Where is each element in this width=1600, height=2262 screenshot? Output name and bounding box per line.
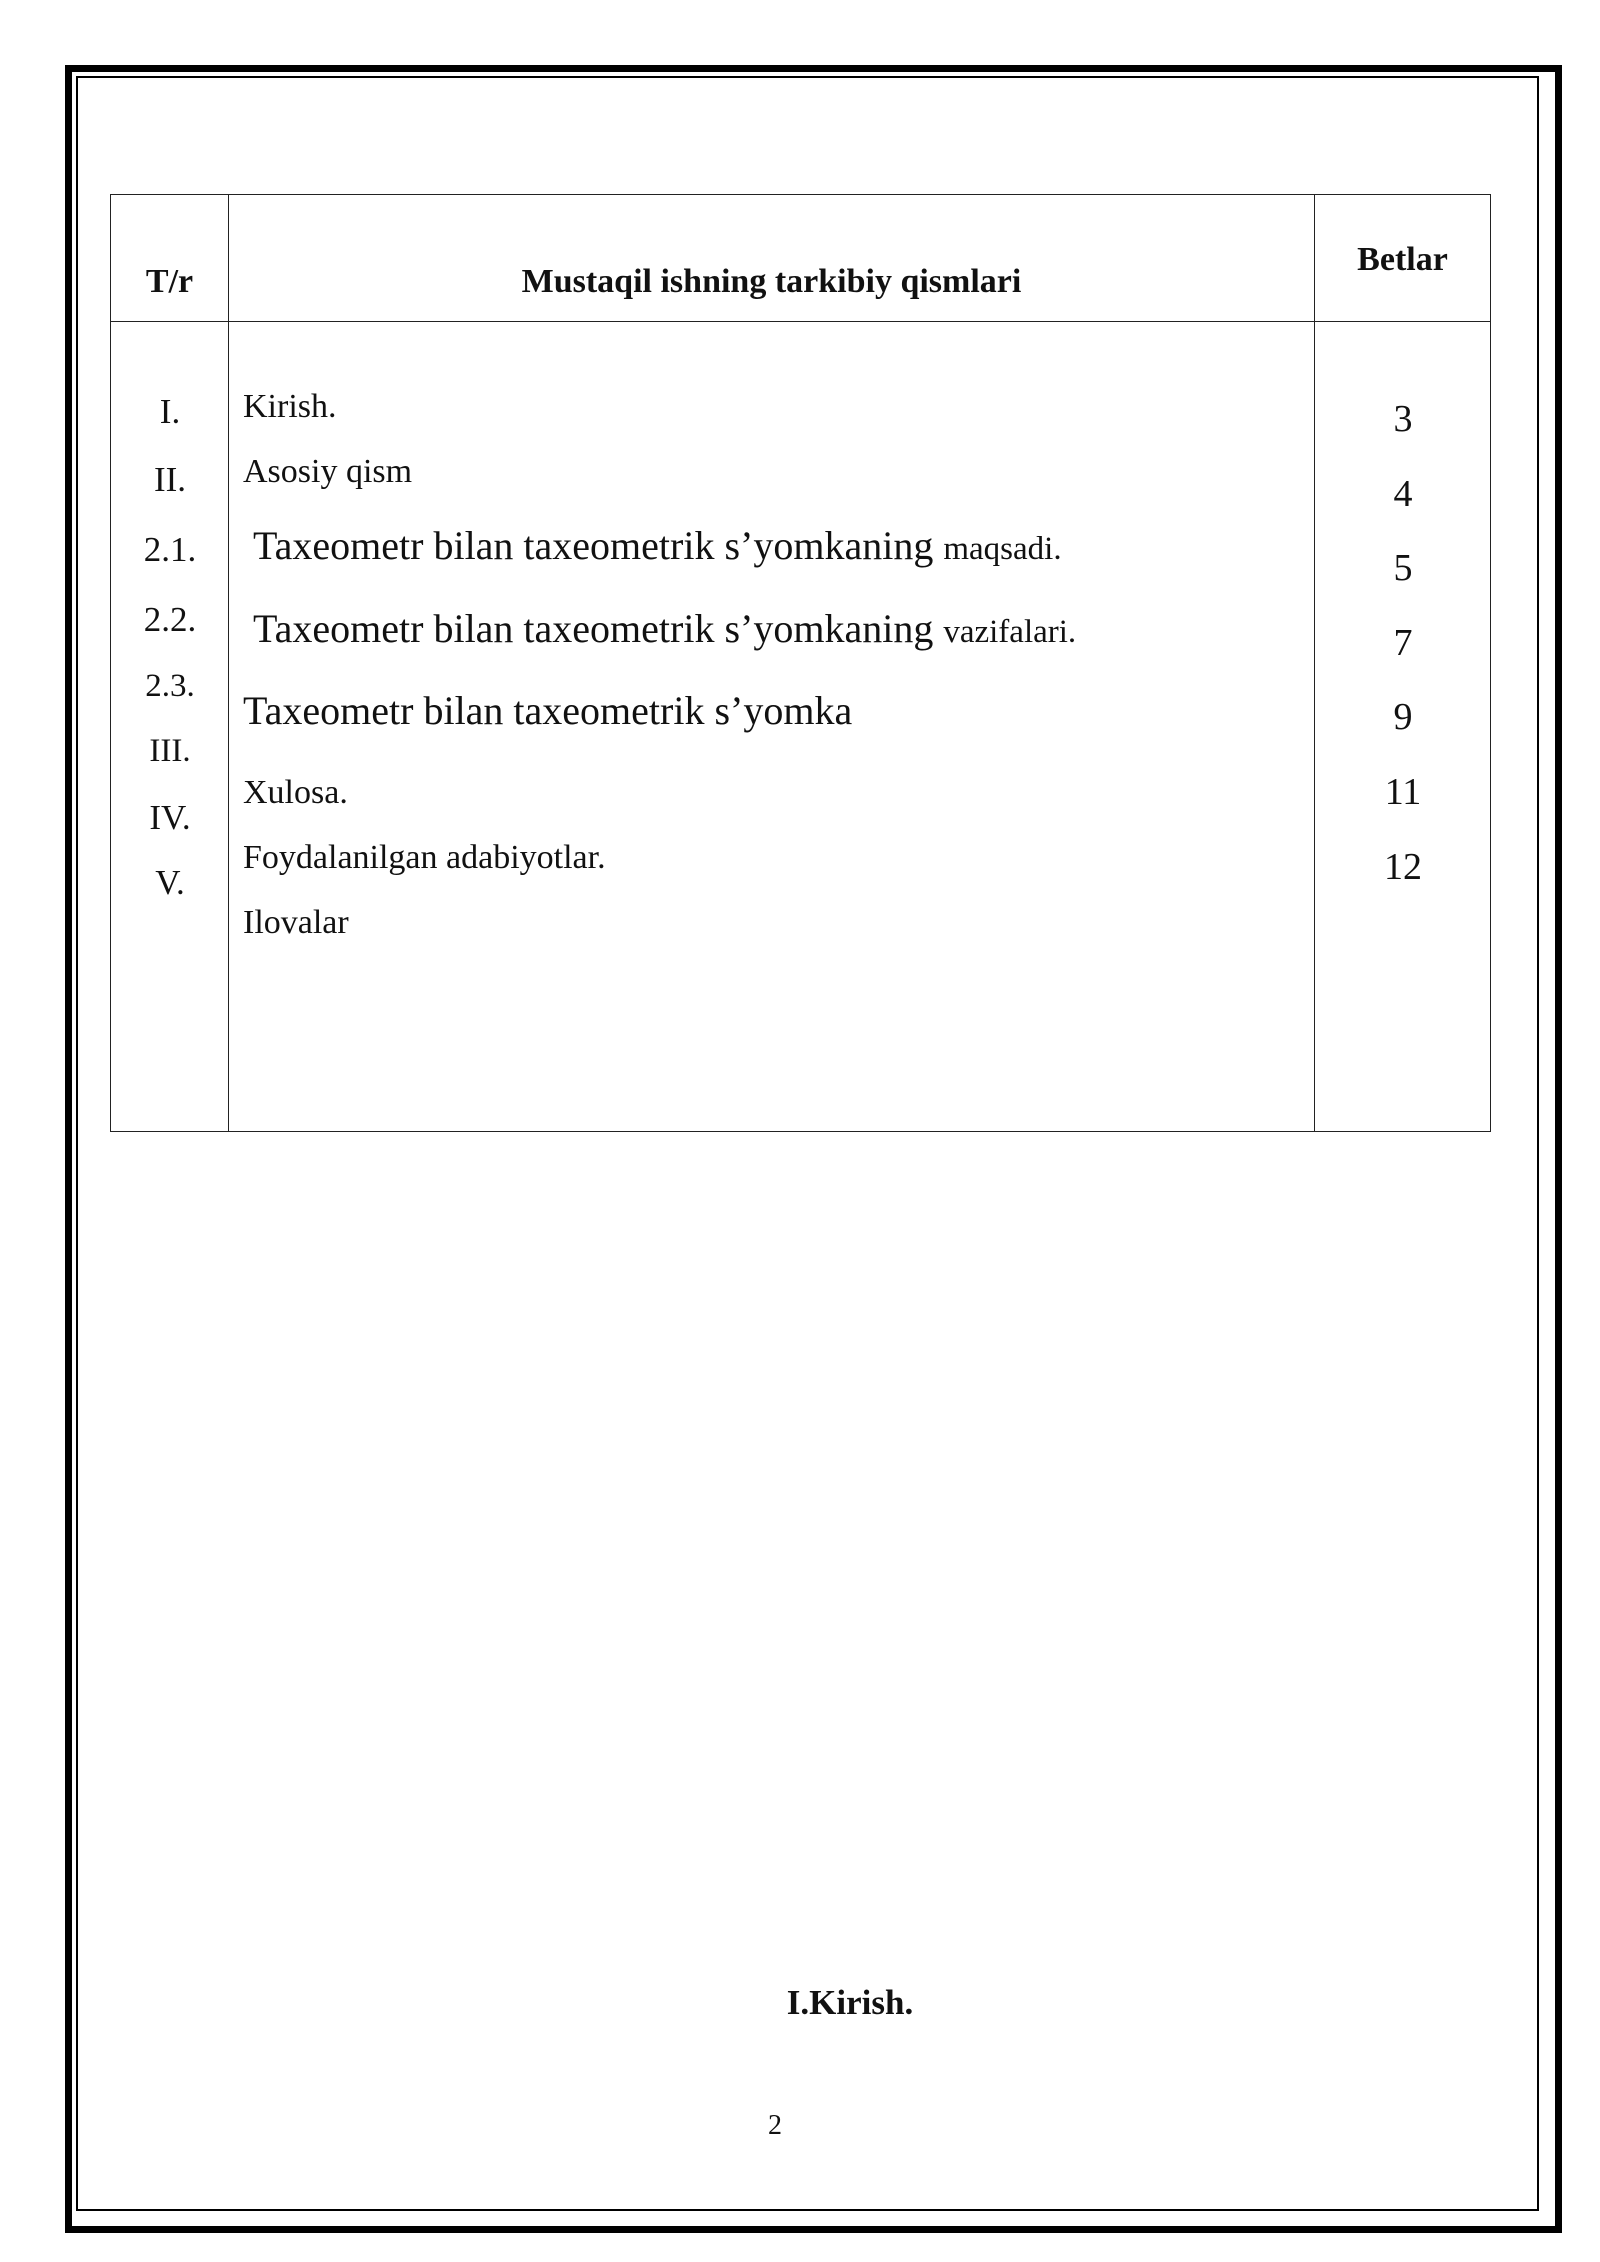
toc-title-text: Taxeometr bilan taxeometrik s’yomkaning — [253, 606, 944, 651]
toc-title-tail: maqsadi. — [943, 531, 1062, 567]
table-of-contents — [110, 194, 1491, 1132]
toc-header-title: Mustaqil ishning tarkibiy qismlari — [521, 263, 1022, 300]
toc-header-pages-cell — [1315, 195, 1491, 322]
toc-number: 2.3. — [145, 668, 195, 704]
toc-title-text: Kirish. — [243, 388, 337, 425]
toc-header-number-cell — [111, 195, 229, 322]
toc-title — [243, 904, 349, 942]
toc-page-number: 5 — [1393, 547, 1413, 589]
toc-title-text: Foydalanilgan adabiyotlar. — [243, 839, 606, 876]
toc-title-column — [229, 322, 1315, 1132]
page-number: 2 — [768, 2110, 782, 2141]
toc-number-column — [111, 322, 229, 1132]
toc-title-text: Taxeometr bilan taxeometrik s’yomka — [243, 688, 853, 733]
section-heading: I.Kirish. — [786, 1983, 914, 2022]
toc-page-number: 11 — [1384, 771, 1422, 813]
toc-title — [243, 388, 337, 426]
toc-page-number: 3 — [1393, 398, 1413, 440]
toc-number: I. — [159, 392, 181, 431]
toc-number: IV. — [149, 798, 191, 837]
toc-page-number: 7 — [1393, 622, 1413, 664]
toc-number: V. — [155, 863, 185, 902]
toc-header-pages: Betlar — [1357, 241, 1448, 278]
toc-number: II. — [153, 460, 187, 499]
toc-header-row — [111, 195, 1491, 322]
toc-number: III. — [149, 733, 191, 769]
toc-title-text: Ilovalar — [243, 904, 349, 941]
toc-title — [243, 453, 412, 491]
toc-title — [243, 687, 852, 734]
toc-pages-column — [1315, 322, 1491, 1132]
toc-page-number: 12 — [1384, 846, 1422, 888]
toc-header-number: T/r — [145, 263, 194, 300]
toc-title — [243, 839, 606, 877]
toc-title-text: Asosiy qism — [243, 453, 413, 490]
toc-header-title-cell — [229, 195, 1315, 322]
toc-title — [253, 605, 1076, 652]
toc-title-text: Xulosa. — [243, 774, 348, 811]
toc-page-number: 4 — [1393, 473, 1413, 515]
toc-number: 2.1. — [143, 530, 197, 569]
toc-title — [253, 522, 1062, 569]
toc-body-row — [111, 322, 1491, 1132]
toc-title-text: Taxeometr bilan taxeometrik s’yomkaning — [253, 523, 944, 568]
toc-title — [243, 774, 348, 812]
toc-number: 2.2. — [143, 600, 197, 639]
toc-page-number: 9 — [1393, 696, 1413, 738]
toc-title-tail: vazifalari. — [943, 614, 1077, 650]
